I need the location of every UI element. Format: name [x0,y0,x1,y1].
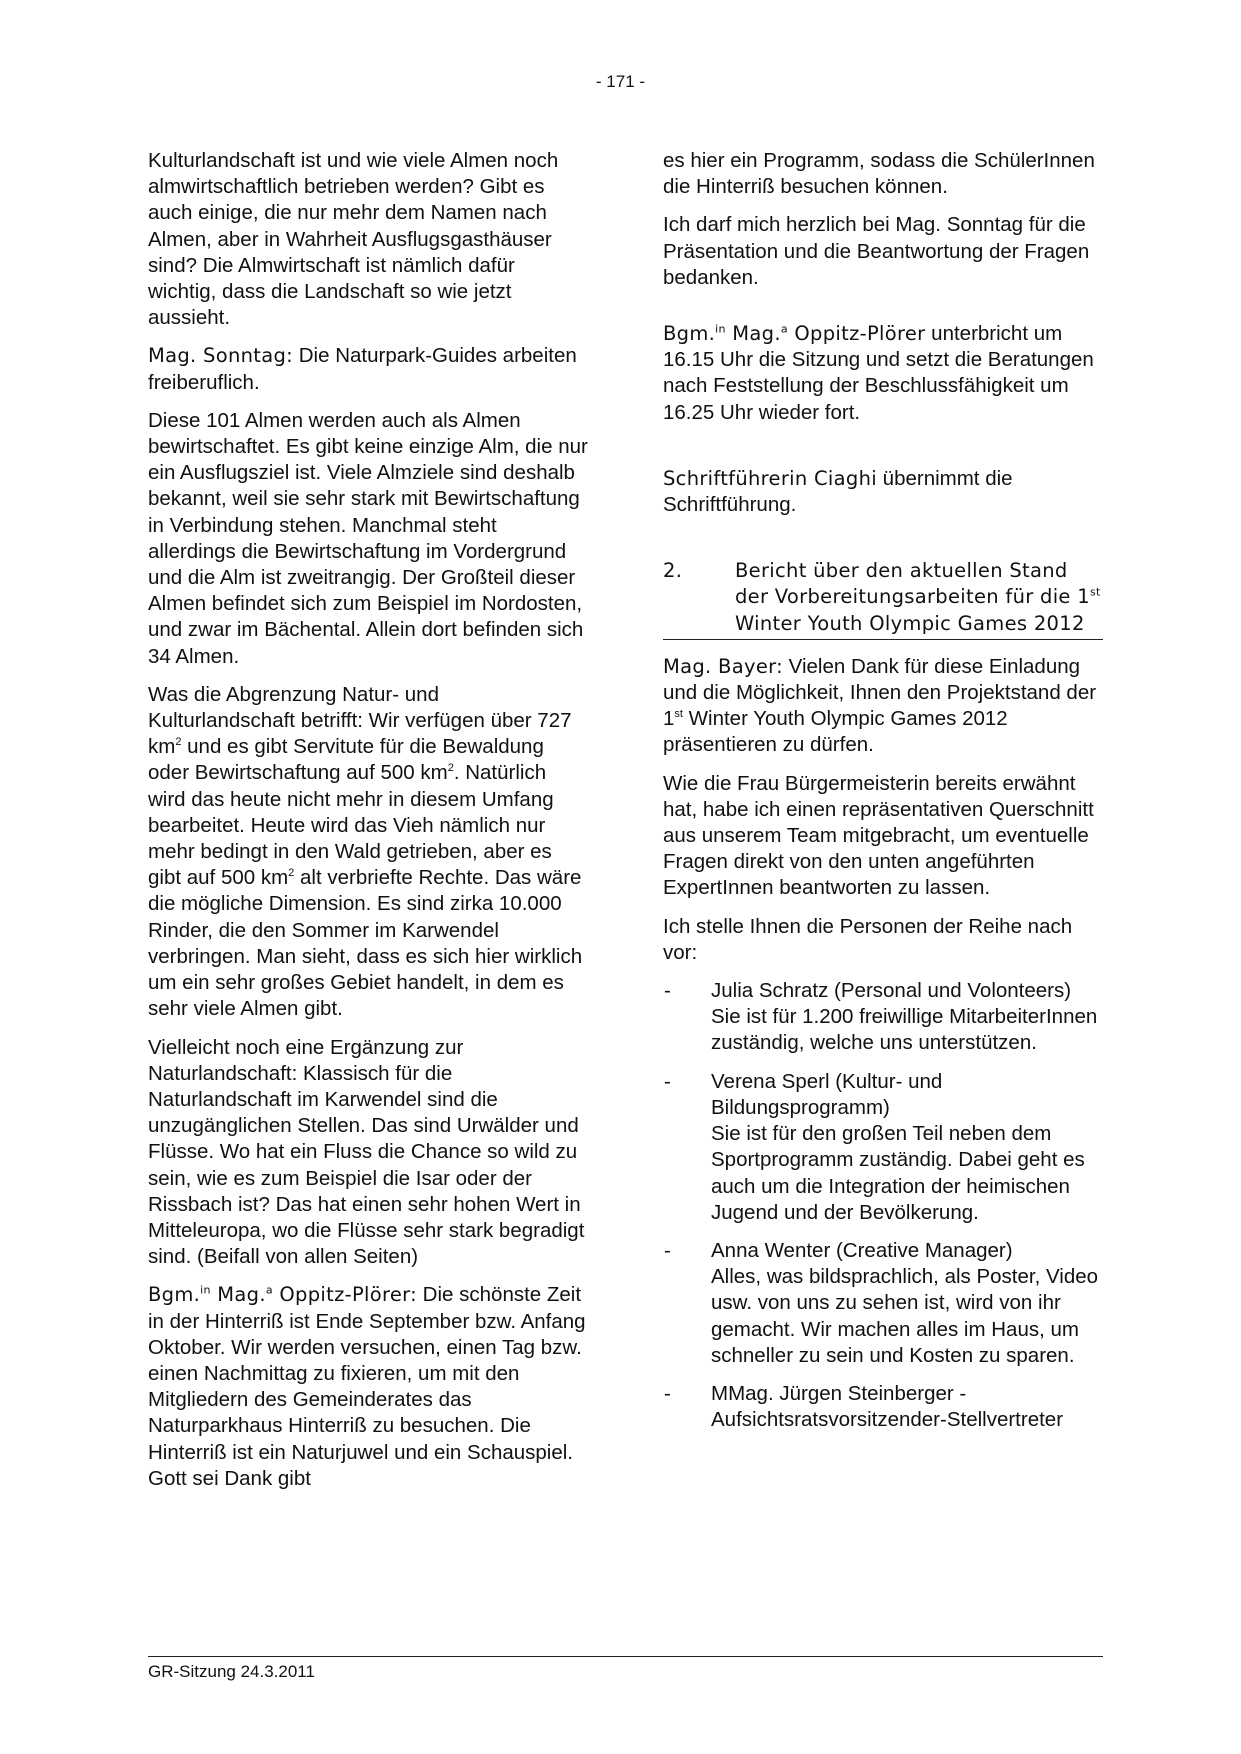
agenda-item-heading [663,558,1103,637]
list-item-head: Julia Schratz (Personal und Volonteers) [711,979,1072,1003]
superscript: 2 [288,867,295,880]
speaker-title: Bgm. [663,322,716,346]
right-column [663,148,1103,1445]
speaker-name [663,322,925,345]
list-item [663,978,1103,1057]
paragraph-text: . Natürlich wird das heute nicht mehr in diesem Umfang bearbeitet. Heute wird das Vieh nämlich nur mehr bedingt in den Wald getrieben, aber es gibt auf 500 km [148,761,554,890]
divider [663,639,1103,640]
list-item [663,1069,1103,1226]
paragraph: Ich darf mich herzlich bei Mag. Sonntag für die Präsentation und die Beantwortung der Fragen bedanken. [663,213,1090,289]
superscript: in [715,322,726,336]
superscript: 2 [175,736,182,749]
footer-divider [148,1656,1103,1657]
agenda-title [735,558,1103,637]
paragraph-text: Die schönste Zeit in der Hinterriß ist Ende September bzw. Anfang Oktober. Wir werden versuchen, einen Tag bzw. einen Nachmittag zu fixieren, um mit den Mitgliedern des Gemeinderates das Naturparkhaus Hinterriß zu besuchen. Die Hinterriß ist ein Naturjuwel und ein Schauspiel. Gott sei Dank gibt [148,1283,586,1490]
speaker-name: Mag. Sonntag: [148,344,294,368]
paragraph-text: unterbricht um 16.15 Uhr die Sitzung und setzt die Beratungen nach Feststellung der Beschlussfähigkeit um 16.25 Uhr wieder fort. [663,322,1094,424]
paragraph [148,682,588,1023]
speaker-surname: Oppitz-Plörer: [272,1283,417,1307]
superscript: a [780,322,788,336]
page-number: - 171 - [595,72,646,91]
superscript: st [1089,585,1101,599]
paragraph-text: Winter Youth Olympic Games 2012 präsentieren zu dürfen. [663,707,1008,757]
paragraph-text: Was die Abgrenzung Natur- und Kulturlandschaft betrifft: Wir verfügen über 727 km [148,682,572,759]
list-dash: - [664,979,671,1003]
paragraph-text: Vielen Dank für diese Einladung und die Möglichkeit, Ihnen den Projektstand der 1 [663,654,1097,731]
paragraph: Diese 101 Almen werden auch als Almen bewirtschaftet. Es gibt keine einzige Alm, die nur ein Ausflugsziel ist. Viele Almziele sind deshalb bekannt, weil sie sehr stark mit Bewirtschaftung in Verbindung stehen. Manchmal steht allerdings die Bewirtschaftung im Vordergrund und die Alm ist zweitrangig. Der Großteil dieser Almen befindet sich zum Beispiel im Nordosten, und zwar im Bächental. Allein dort befinden sich 34 Almen. [148,408,588,668]
paragraph: Kulturlandschaft ist und wie viele Almen noch almwirtschaftlich betrieben werden? Gibt es auch einige, die nur mehr dem Namen nach Almen, aber in Wahrheit Ausflugsgasthäuser sind? Die Almwirtschaft ist nämlich dafür wichtig, dass die Landschaft so wie jetzt aussieht. [148,149,559,330]
list-item [663,1381,1103,1433]
session-note [663,466,1103,518]
paragraph-text: und es gibt Servitute für die Bewaldung oder Bewirtschaftung auf 500 km [148,735,544,785]
paragraph-text: Die Naturpark-Guides arbeiten freiberuflich. [148,344,577,394]
paragraph-text: übernimmt die Schriftführung. [663,466,1013,517]
list-item-head: Verena Sperl (Kultur- und Bildungsprogramm) [711,1069,943,1119]
paragraph [663,654,1103,759]
superscript: in [200,1283,211,1297]
superscript: st [674,708,683,721]
list-dash: - [664,1381,671,1405]
list-dash: - [664,1069,671,1093]
list-dash: - [664,1238,671,1262]
speaker-title: Mag. [210,1283,266,1307]
list-item [663,1238,1103,1369]
list-item-text: Alles, was bildsprachlich, als Poster, Video usw. von uns zu sehen ist, wird von ihr gemacht. Wir machen alles im Haus, um schneller zu sein und Kosten zu sparen. [711,1265,1099,1367]
list-item-text: Sie ist für den großen Teil neben dem Sportprogramm zuständig. Dabei geht es auch um die Integration der heimischen Jugend und der Bevölkerung. [711,1122,1085,1224]
paragraph: Vielleicht noch eine Ergänzung zur Naturlandschaft: Klassisch für die Naturlandschaft im Karwendel sind die unzugänglichen Stellen. Das sind Urwälder und Flüsse. Wo hat ein Fluss die Chance so wild zu sein, wie es zum Beispiel die Isar oder der Rissbach ist? Das hat einen sehr hohen Wert in Mitteleuropa, wo die Flüsse sehr stark begradigt sind. (Beifall von allen Seiten) [148,1035,585,1269]
speaker-title: Bgm. [148,1283,201,1307]
agenda-title-text: Bericht über den aktuellen Stand der Vorbereitungsarbeiten für die 1 [735,559,1090,609]
speaker-title: Mag. [725,322,781,346]
agenda-number: 2. [663,559,683,583]
footer-text: GR-Sitzung 24.3.2011 [148,1662,315,1681]
paragraph: es hier ein Programm, sodass die SchülerInnen die Hinterriß besuchen können. [663,149,1095,199]
speaker-name: Schriftführerin Ciaghi [663,466,877,490]
speaker-name: Mag. Bayer: [663,654,783,678]
session-note [663,321,1103,426]
superscript: a [265,1283,273,1297]
paragraph: Wie die Frau Bürgermeisterin bereits erwähnt hat, habe ich einen repräsentativen Querschnitt aus unserem Team mitgebracht, um eventuelle Fragen direkt von den unten angeführten ExpertInnen beantworten zu lassen. [663,771,1094,900]
list-item-text: Sie ist für 1.200 freiwillige MitarbeiterInnen zuständig, welche uns unterstützen. [711,1005,1098,1055]
paragraph [148,343,588,395]
paragraph [148,1282,588,1492]
paragraph-text: alt verbriefte Rechte. Das wäre die mögliche Dimension. Es sind zirka 10.000 Rinder, die den Sommer im Karwendel verbringen. Man sieht, dass es sich hier wirklich um ein sehr großes Gebiet handelt, in dem es sehr viele Almen gibt. [148,866,583,1021]
superscript: 2 [447,762,454,775]
speaker-name [148,1283,417,1306]
speaker-surname: Oppitz-Plörer [787,322,926,346]
left-column [148,148,588,1504]
paragraph: Ich stelle Ihnen die Personen der Reihe nach vor: [663,914,1073,964]
agenda-title-text: Winter Youth Olympic Games 2012 [735,611,1085,635]
list-item-head: Anna Wenter (Creative Manager) [711,1238,1013,1262]
list-item-head: MMag. Jürgen Steinberger - Aufsichtsratsvorsitzender-Stellvertreter [711,1381,1064,1432]
